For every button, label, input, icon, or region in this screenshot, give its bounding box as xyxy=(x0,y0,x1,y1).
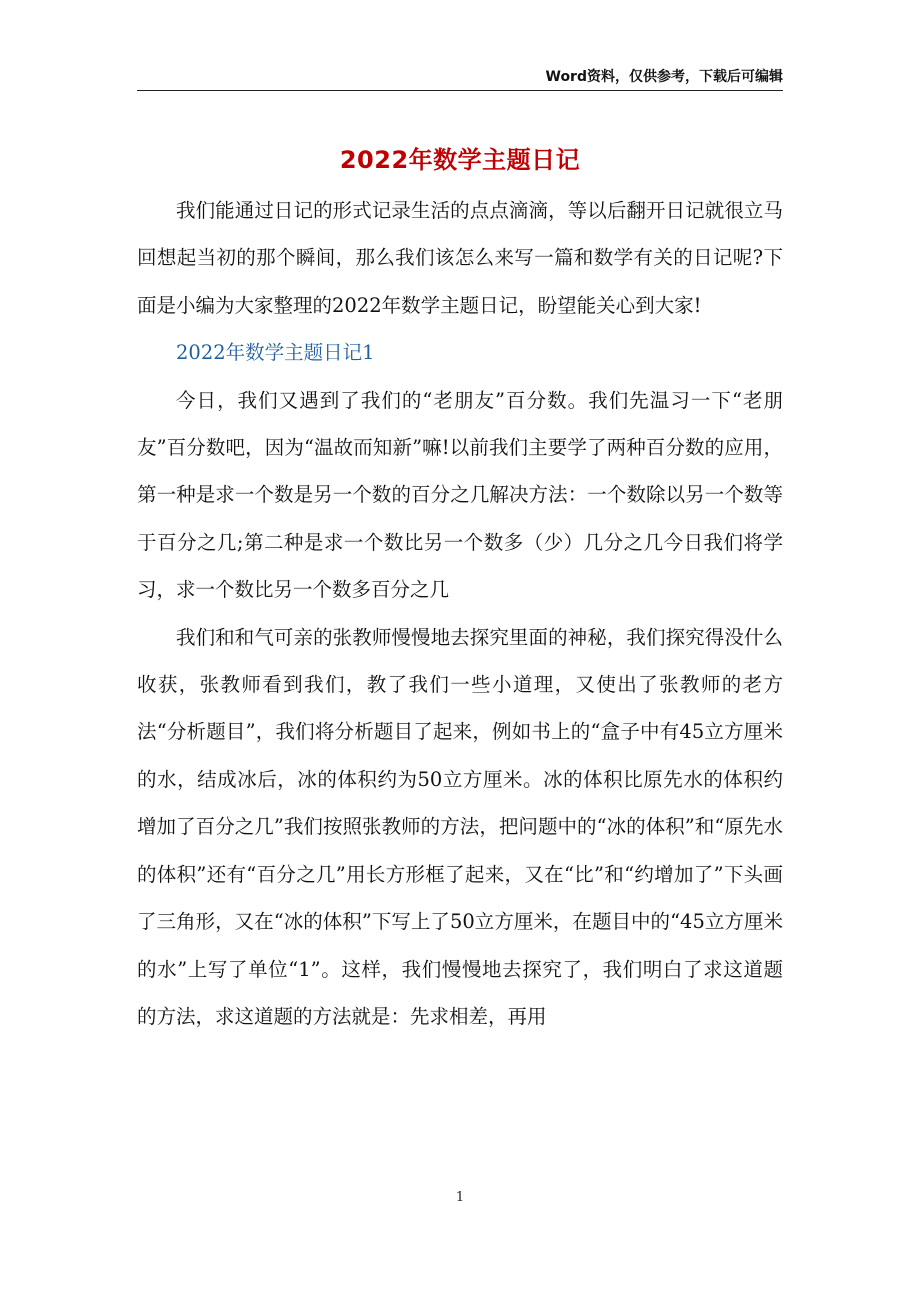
section-heading: 2022年数学主题日记1 xyxy=(176,341,375,365)
body-paragraph: 今日，我们又遇到了我们的“老朋友”百分数。我们先温习一下“老朋友”百分数吧，因为“温故而知新”嘛!以前我们主要学了两种百分数的应用，第一种是求一个数是另一个数的百分之几解决方法：一个数除以另一个数等于百分之几;第二种是求一个数比另一个数多（少）几分之几今日我们将学习，求一个数比另一个数多百分之几 xyxy=(137,388,783,602)
document-title: 2022年数学主题日记 xyxy=(339,146,581,174)
page-number: 1 xyxy=(455,1190,465,1205)
document-body xyxy=(137,187,783,1040)
header-note: Word资料，仅供参考，下载后可编辑 xyxy=(545,69,783,85)
body-paragraph: 我们和和气可亲的张教师慢慢地去探究里面的神秘，我们探究得没什么收获，张教师看到我们，教了我们一些小道理，又使出了张教师的老方法“分析题目”，我们将分析题目了起来，例如书上的“盒子中有45立方厘米的水，结成冰后，冰的体积约为50立方厘米。冰的体积比原先水的体积约增加了百分之几”我们按照张教师的方法，把问题中的“冰的体积”和“原先水的体积”还有“百分之几”用长方形框了起来，又在“比”和“约增加了”下头画了三角形，又在“冰的体积”下写上了50立方厘米，在题目中的“45立方厘米的水”上写了单位“1”。这样，我们慢慢地去探究了，我们明白了求这道题的方法，求这道题的方法就是：先求相差，再用 xyxy=(137,625,783,1028)
page-header xyxy=(137,64,783,91)
intro-paragraph: 我们能通过日记的形式记录生活的点点滴滴，等以后翻开日记就很立马回想起当初的那个瞬间，那么我们该怎么来写一篇和数学有关的日记呢?下面是小编为大家整理的2022年数学主题日记，盼望能关心到大家! xyxy=(137,199,783,317)
